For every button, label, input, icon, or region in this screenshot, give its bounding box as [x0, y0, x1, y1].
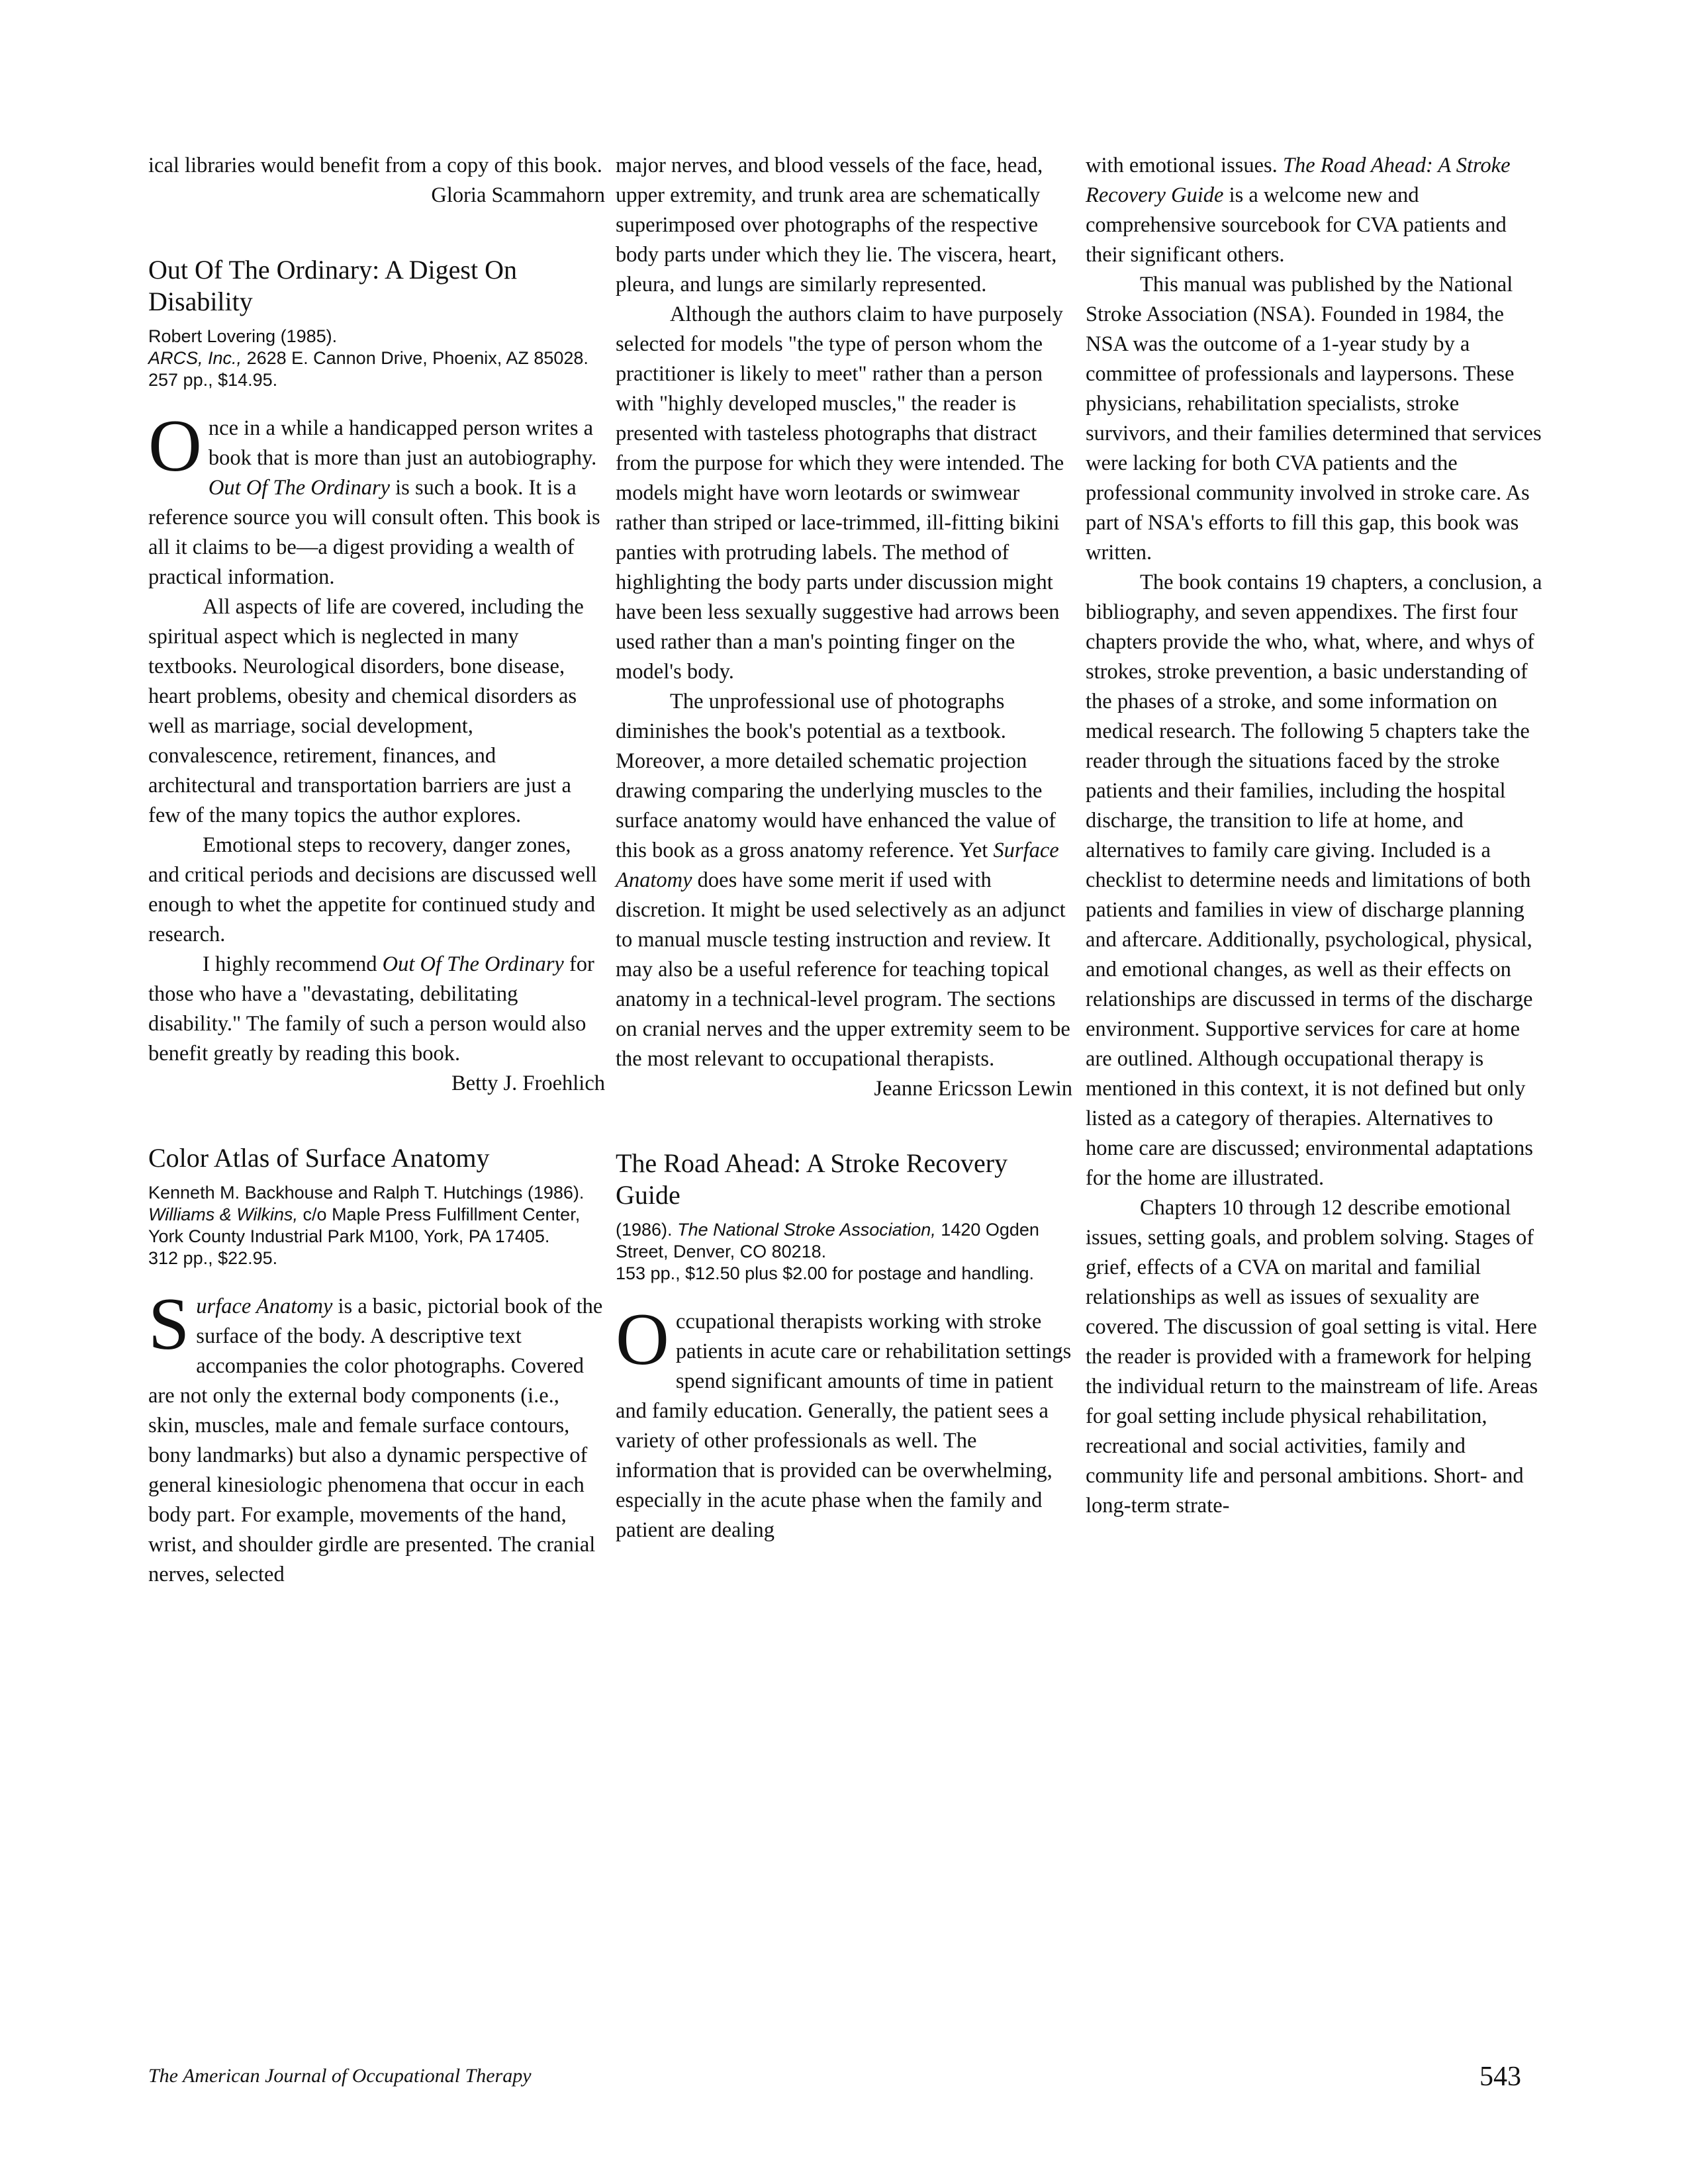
- drop-cap: O: [148, 405, 202, 487]
- page-footer: [148, 2062, 1521, 2092]
- citation-pages-price: 153 pp., $12.50 plus $2.00 for postage and handling.: [616, 1263, 1035, 1283]
- review-paragraph: The unprofessional use of photographs diminishes the book's potential as a textbook. Moreover, a more detailed schematic projection drawing comparing the underlying muscles to the surface anatomy would have enhanced the value of this book as a gross anatomy reference. Yet Surface Anatomy does have some merit if used with discretion. It might be used selectively as an adjunct to manual muscle testing instruction and review. It may also be a useful reference for teaching topical anatomy in a technical-level program. The sections on cranial nerves and the upper extremity seem to be the most relevant to occupational therapists.: [616, 690, 1070, 1071]
- reviewer-signature: Betty J. Froehlich: [451, 1071, 605, 1095]
- citation-pages-price: 257 pp., $14.95.: [148, 370, 278, 390]
- column-3: [1086, 151, 1542, 1521]
- citation-publisher: Williams & Wilkins, c/o Maple Press Fulfillment Center, York County Industrial Park M100, York, PA 17405.: [148, 1205, 581, 1246]
- reviewer-signature: Gloria Scammahorn: [431, 183, 605, 207]
- review-paragraph: Emotional steps to recovery, danger zones, and critical periods and decisions are discussed well enough to whet the appetite for continued study and research.: [148, 833, 597, 946]
- review-paragraph: with emotional issues. The Road Ahead: A Stroke Recovery Guide is a welcome new and comprehensive sourcebook for CVA patients and their significant others.: [1086, 154, 1511, 267]
- column-1: [148, 151, 605, 1590]
- column-2: [616, 151, 1072, 1545]
- review-title: Color Atlas of Surface Anatomy: [148, 1143, 490, 1173]
- review-title: Out Of The Ordinary: A Digest On Disability: [148, 255, 517, 316]
- review-paragraph: All aspects of life are covered, including the spiritual aspect which is neglected in many textbooks. Neurological disorders, bone disease, heart problems, obesity and chemical disorders as well as marriage, social development, convalescence, retirement, finances, and architectural and transportation barriers are just a few of the many topics the author explores.: [148, 595, 584, 827]
- citation-publisher: (1986). The National Stroke Association, 1420 Ogden Street, Denver, CO 80218.: [616, 1220, 1039, 1261]
- review-paragraph: Although the authors claim to have purposely selected for models "the type of person whom the practitioner is likely to meet" rather than a person with "highly developed muscles," the reader is presented with tasteless photographs that distract from the purpose for which they were intended. The models might have worn leotards or swimwear rather than striped or lace-trimmed, ill-fitting bikini panties with protruding labels. The method of highlighting the body parts under discussion might have been less sexually suggestive had arrows been used rather than a man's pointing finger on the model's body.: [616, 302, 1064, 684]
- page-number: 543: [1479, 2062, 1521, 2092]
- review-title: The Road Ahead: A Stroke Recovery Guide: [616, 1148, 1008, 1210]
- book-citation: [148, 326, 605, 391]
- citation-author: Kenneth M. Backhouse and Ralph T. Hutchings (1986).: [148, 1183, 585, 1203]
- review-paragraph: Surface Anatomy is a basic, pictorial book of the surface of the body. A descriptive text accompanies the color photographs. Covered are not only the external body components (i.e., skin, muscles, male and female surface contours, bony landmarks) but also a dynamic perspective of general kinesiologic phenomena that occur in each body part. For example, movements of the hand, wrist, and shoulder girdle are presented. The cranial nerves, selected: [148, 1283, 603, 1586]
- book-citation: [148, 1182, 605, 1269]
- citation-pages-price: 312 pp., $22.95.: [148, 1248, 278, 1268]
- citation-author: Robert Lovering (1985).: [148, 326, 338, 346]
- review-paragraph: Chapters 10 through 12 describe emotional issues, setting goals, and problem solving. Stages of grief, effects of a CVA on marital and familial relationships as well as issues of sexuality are covered. The discussion of goal setting is vital. Here the reader is provided with a framework for helping the individual return to the mainstream of life. Areas for goal setting include physical rehabilitation, recreational and social activities, family and community life and personal ambitions. Short- and long-term strate-: [1086, 1196, 1538, 1518]
- book-citation: [616, 1219, 1072, 1285]
- review-paragraph: This manual was published by the National Stroke Association (NSA). Founded in 1984, the NSA was the outcome of a 1-year study by a committee of professionals and laypersons. These physicians, rehabilitation specialists, stroke survivors, and their families determined that services were lacking for both CVA patients and the professional community involved in stroke care. As part of NSA's efforts to fill this gap, this book was written.: [1086, 273, 1542, 565]
- review-paragraph: Occupational therapists working with stroke patients in acute care or rehabilitation settings spend significant amounts of time in patient and family education. Generally, the patient sees a variety of other professionals as well. The information that is provided can be overwhelming, especially in the acute phase when the family and patient are dealing: [616, 1298, 1072, 1542]
- review-paragraph: The book contains 19 chapters, a conclusion, a bibliography, and seven appendixes. The first four chapters provide the who, what, where, and whys of strokes, stroke prevention, a basic understanding of the phases of a stroke, and some information on medical research. The following 5 chapters take the reader through the situations faced by the stroke patients and their families, including the hospital discharge, the transition to life at home, and alternatives to family care giving. Included is a checklist to determine needs and limitations of both patients and families in view of discharge planning and aftercare. Additionally, psychological, physical, and emotional changes, as well as their effects on relationships are discussed in terms of the discharge environment. Supportive services for care at home are outlined. Although occupational therapy is mentioned in this context, it is not defined but only listed as a category of therapies. Alternatives to home care are discussed; environmental adaptations for the home are illustrated.: [1086, 570, 1542, 1190]
- review-paragraph: Once in a while a handicapped person writes a book that is more than just an autobiography. Out Of The Ordinary is such a book. It is a reference source you will consult often. This book is all it claims to be—a digest providing a wealth of practical information.: [148, 405, 600, 589]
- review-paragraph: I highly recommend Out Of The Ordinary for those who have a "devastating, debilitating disability." The family of such a person would also benefit greatly by reading this book.: [148, 952, 594, 1066]
- continued-paragraph: ical libraries would benefit from a copy of this book.: [148, 154, 602, 177]
- journal-title: The American Journal of Occupational Therapy: [148, 2065, 532, 2087]
- reviewer-signature: Jeanne Ericsson Lewin: [874, 1077, 1072, 1101]
- drop-cap: O: [616, 1298, 669, 1381]
- drop-cap: S: [148, 1283, 190, 1365]
- citation-publisher: ARCS, Inc., 2628 E. Cannon Drive, Phoenix, AZ 85028.: [148, 348, 588, 368]
- review-paragraph: major nerves, and blood vessels of the face, head, upper extremity, and trunk area are schematically superimposed over photographs of the respective body parts under which they lie. The viscera, heart, pleura, and lungs are similarly represented.: [616, 154, 1057, 296]
